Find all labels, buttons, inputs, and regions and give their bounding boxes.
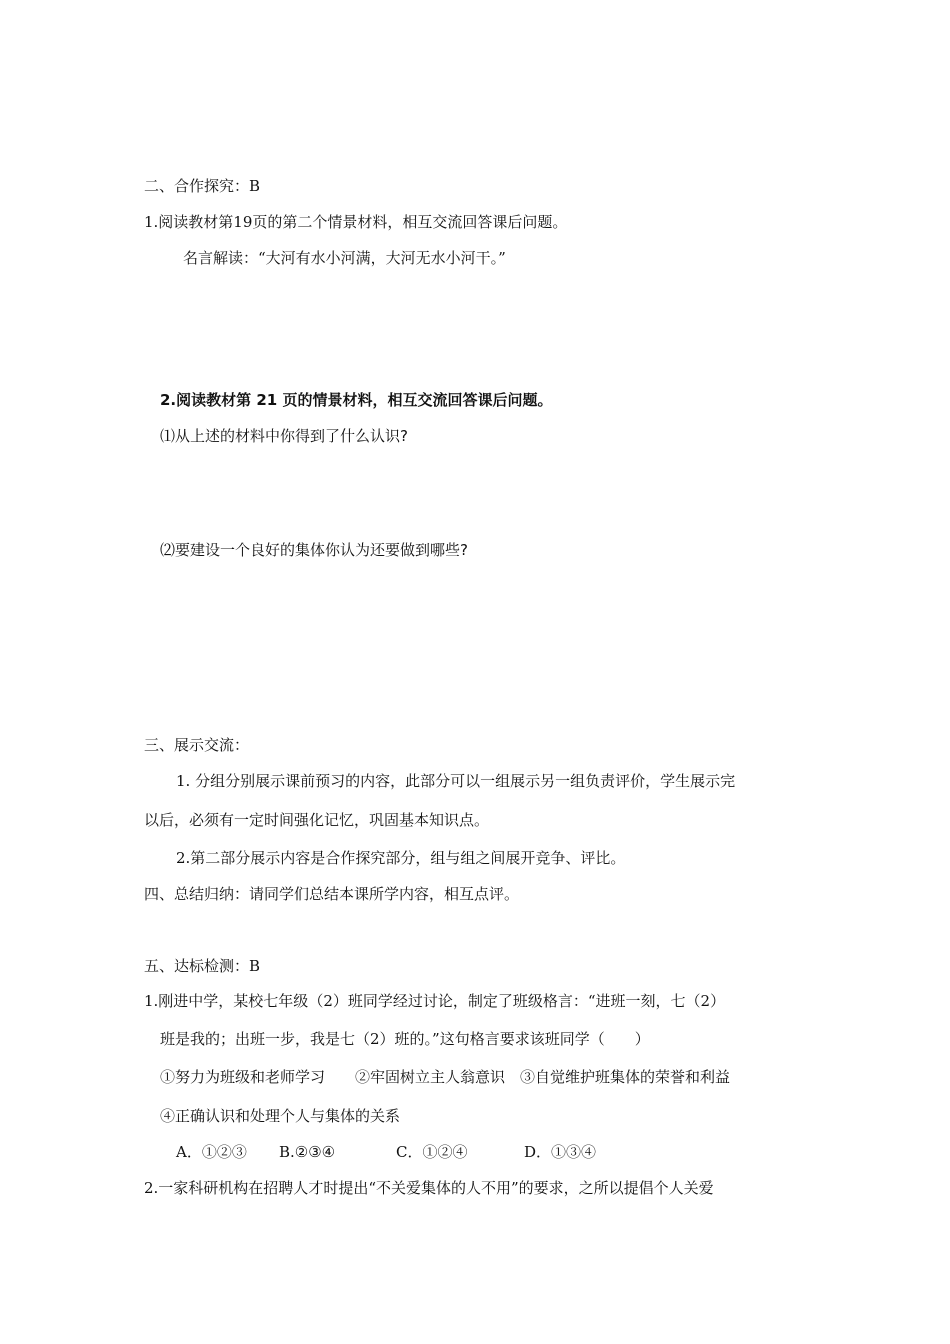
test-question-2-line-1: 2.一家科研机构在招聘人才时提出“不关爱集体的人不用”的要求，之所以提倡个人关爱 — [144, 1179, 714, 1197]
question-2: 2.阅读教材第 21 页的情景材料，相互交流回答课后问题。 — [160, 391, 553, 409]
section-heading-cooperation: 二、合作探究：B — [144, 177, 261, 195]
choice-a: A．①②③ — [176, 1143, 247, 1161]
choice-b: B.②③④ — [279, 1143, 336, 1161]
quote-interpretation: 名言解读：“大河有水小河满，大河无水小河干。” — [183, 249, 506, 267]
choice-c: C．①②④ — [396, 1143, 468, 1161]
test-question-1-line-2: 班是我的；出班一步，我是七（2）班的。”这句格言要求该班同学（ ） — [160, 1030, 650, 1048]
section-heading-display: 三、展示交流： — [144, 736, 250, 754]
display-paragraph-1-line-2: 以后，必须有一定时间强化记忆，巩固基本知识点。 — [144, 811, 490, 829]
test-question-1-options-line-1: ①努力为班级和老师学习 ②牢固树立主人翁意识 ③自觉维护班集体的荣誉和利益 — [160, 1068, 731, 1086]
test-question-1-options-line-2: ④正确认识和处理个人与集体的关系 — [160, 1107, 401, 1125]
section-heading-summary: 四、总结归纳：请同学们总结本课所学内容，相互点评。 — [144, 885, 520, 903]
display-paragraph-2: 2.第二部分展示内容是合作探究部分，组与组之间展开竞争、评比。 — [176, 849, 626, 867]
question-2-sub-2: ⑵要建设一个良好的集体你认为还要做到哪些? — [160, 541, 468, 559]
test-question-1-line-1: 1.刚进中学，某校七年级（2）班同学经过讨论，制定了班级格言：“进班一刻，七（2） — [144, 992, 726, 1010]
question-2-sub-1: ⑴从上述的材料中你得到了什么认识? — [160, 427, 408, 445]
section-heading-test: 五、达标检测：B — [144, 957, 261, 975]
display-paragraph-1-line-1: 1. 分组分别展示课前预习的内容，此部分可以一组展示另一组负责评价，学生展示完 — [176, 772, 736, 790]
question-1: 1.阅读教材第19页的第二个情景材料，相互交流回答课后问题。 — [144, 213, 568, 231]
choice-d: D．①③④ — [524, 1143, 597, 1161]
